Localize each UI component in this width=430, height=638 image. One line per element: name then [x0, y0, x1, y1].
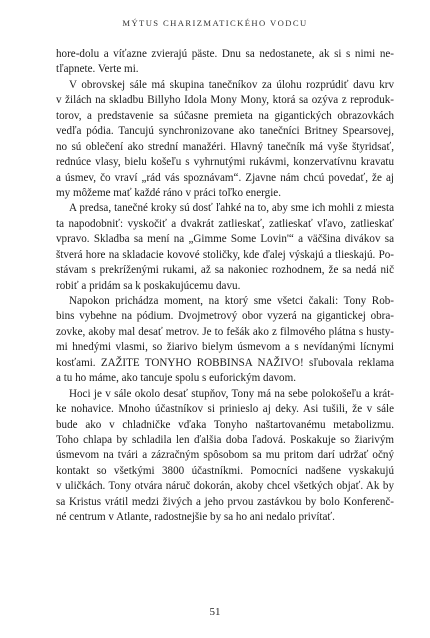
paragraph — [56, 78, 394, 202]
text-line: Hoci je v sále okolo desať stupňov, Tony má na sebe polokošeľu a krát- — [69, 387, 394, 400]
paragraph — [56, 294, 394, 387]
running-header: MÝTUS CHARIZMATICKÉHO VODCU — [122, 18, 308, 28]
text-line: stávam s prekríženými rukami, až sa nakoniec rozhodnem, že sa nedá nič — [56, 264, 394, 277]
text-line: torov, a predstavenie sa súčasne premieta na gigantických obrazovkách — [56, 109, 394, 122]
text-line: v uličkách. Tony otvára náruč dokorán, akoby chcel všetkých objať. Ak by — [56, 480, 394, 493]
paragraph — [56, 201, 394, 294]
text-line: my môžeme mať každé ráno v práci toľko energie. — [56, 186, 281, 199]
text-line: a tu ho máme, ako tancuje spolu s euforickým davom. — [56, 372, 296, 385]
text-line: štverá hore na skladacie kovové stoličky, kde ďalej výskajú a tlieskajú. Po- — [56, 248, 394, 261]
text-line: bude ako v chladničke vďaka Tonyho naštartovanému metabolizmu. — [56, 418, 394, 431]
text-line: sa Kristus vrátil medzi živých a jeho prvou zastávkou by bolo Konferenč- — [56, 495, 394, 508]
text-line: hore-dolu a víťazne zvierajú päste. Dnu sa nedostanete, ak si s nimi ne- — [56, 48, 394, 60]
text-line: A predsa, tanečné kroky sú dosť ľahké na to, aby sme ich mohli z miesta — [69, 202, 394, 215]
text-line: vedľa pódia. Tancujú synchronizovane ako tanečníci Britney Spearsovej, — [56, 125, 394, 138]
text-line: kosťami. ZAŽITE TONYHO ROBBINSA NAŽIVO! sľubovala reklama — [56, 356, 394, 369]
body-text — [56, 47, 394, 526]
text-line: ke nohavice. Mnoho účastníkov si prinieslo aj deky. Asi tušili, že v sále — [56, 403, 394, 416]
text-line: robiť a pridám sa k poskakujúcemu davu. — [56, 279, 241, 292]
text-line: v žilách na skladbu Billyho Idola Mony Mony, ktorá sa ozýva z reproduk- — [56, 94, 394, 107]
text-line: úsmevom na tvári a zázračným spôsobom sa mu pritom darí udržať očný — [56, 449, 394, 462]
text-line: vpravo. Skladba sa mení na „Gimme Some Lovin'“ a väčšina divákov sa — [56, 233, 394, 246]
text-line: Napokon prichádza moment, na ktorý sme všetci čakali: Tony Rob- — [69, 295, 394, 307]
paragraph — [56, 47, 394, 78]
text-line: tľapnete. Verte mi. — [56, 63, 139, 76]
text-line: no sú oblečení ako strední manažéri. Hlavný tanečník má vyše štyridsať, — [56, 140, 394, 153]
text-line: ta napodobniť: vyskočiť a dvakrát zatlieskať, zatlieskať vľavo, zatlieskať — [56, 217, 394, 230]
text-line: bins vybehne na pódium. Dvojmetrový obor vyzerá na gigantickej obra- — [56, 310, 394, 323]
page-number: 51 — [209, 606, 221, 618]
text-line: zovke, akoby mal desať metrov. Je to fešák ako z filmového plátna s husty- — [56, 325, 394, 338]
text-line: mi hnedými vlasmi, so žiarivo bielym úsmevom a s nevídanými lícnymi — [56, 341, 394, 354]
text-line: Toho chlapa by schladila len ďalšia doba ľadová. Poskakuje so žiarivým — [56, 433, 394, 446]
paragraph — [56, 387, 394, 526]
text-line: kontakt so všetkými 3800 účastníkmi. Pomocníci nadšene vyskakujú — [56, 464, 394, 477]
text-line: V obrovskej sále má skupina tanečníkov za úlohu rozprúdiť davu krv — [69, 78, 394, 91]
text-line: a úsmev, čo vraví „rád vás spoznávam“. Zjavne nám chcú povedať, že aj — [56, 171, 394, 184]
text-line: né centrum v Atlante, radostnejšie by sa ho ani nedalo privítať. — [56, 511, 335, 524]
text-line: rednúce vlasy, bielu košeľu s vyhrnutými rukávmi, konzervatívnu kravatu — [56, 156, 394, 169]
